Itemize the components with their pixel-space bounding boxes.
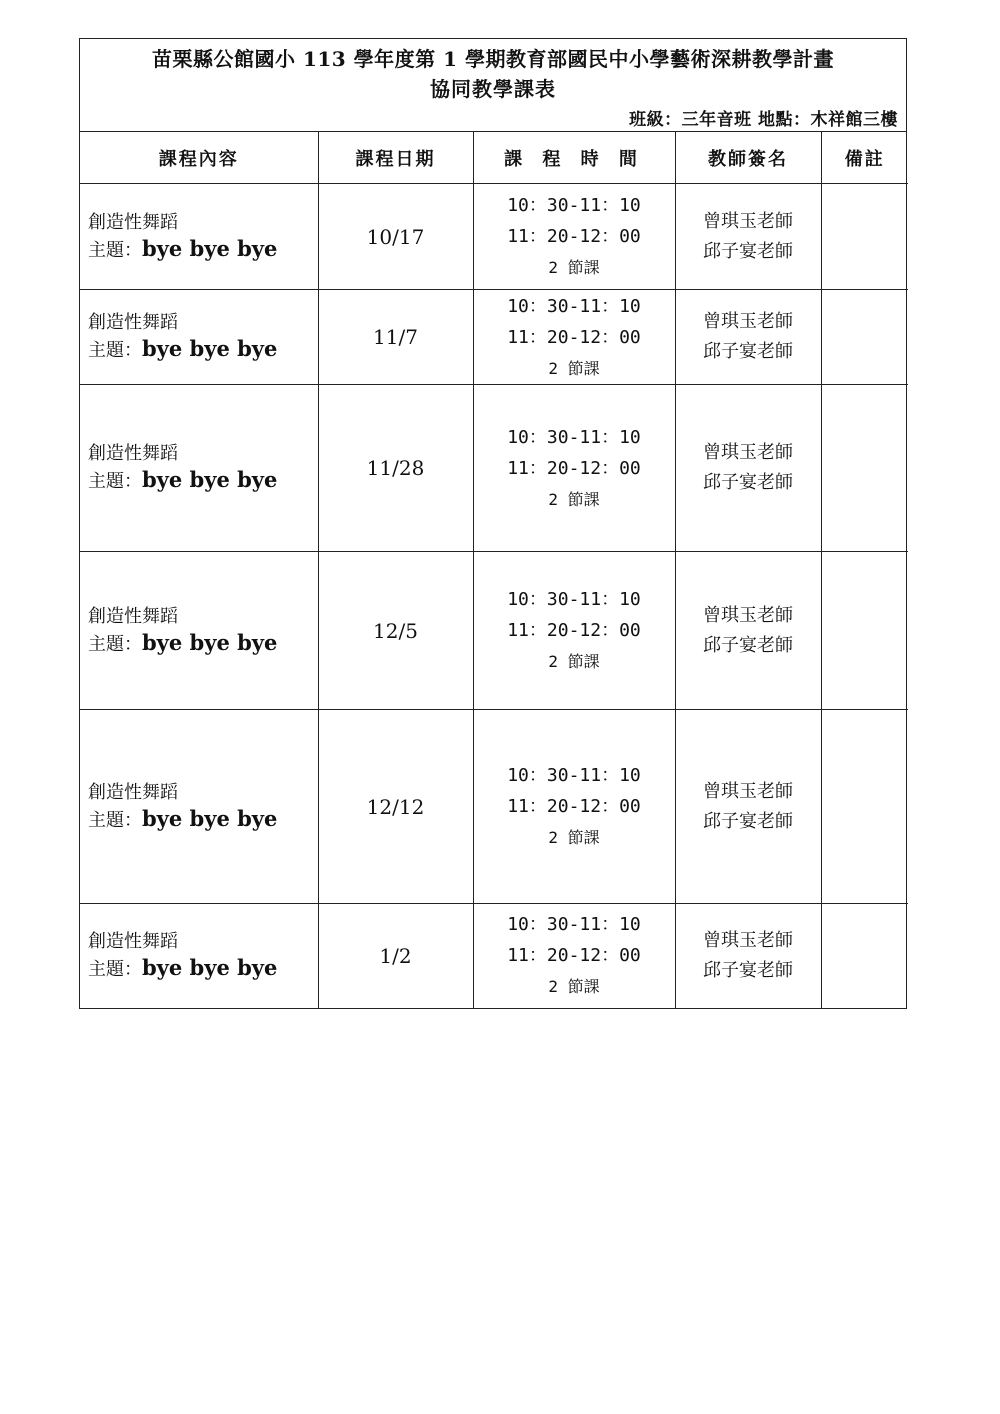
column-header-time: 課 程 時 間: [473, 132, 675, 184]
session-count: 2 節課: [548, 358, 600, 378]
time-cell: [473, 290, 675, 385]
time-slot-1: 10：30-11：10: [507, 589, 641, 610]
note-cell: [821, 290, 908, 385]
time-slot-2: 11：20-12：00: [507, 620, 641, 641]
course-name: 創造性舞蹈: [88, 443, 178, 464]
table-row: [80, 710, 908, 904]
topic-label: 主題：: [88, 958, 142, 980]
topic-label: 主題：: [88, 633, 142, 655]
teacher-name-2: 邱子宴老師: [703, 240, 793, 262]
note-cell: [821, 184, 908, 290]
note-cell: [821, 904, 908, 1008]
column-header-course: 課程內容: [80, 132, 318, 184]
table-row: [80, 290, 908, 385]
session-count: 2 節課: [548, 489, 600, 509]
topic-name: bye bye bye: [142, 954, 278, 980]
teacher-name-2: 邱子宴老師: [703, 959, 793, 981]
column-header-signature: 教師簽名: [675, 132, 821, 184]
teacher-signature-cell: [675, 184, 821, 290]
course-name: 創造性舞蹈: [88, 781, 178, 803]
teacher-name-1: 曾琪玉老師: [703, 311, 793, 332]
course-name: 創造性舞蹈: [88, 930, 178, 952]
table-row: [80, 904, 908, 1008]
time-slot-1: 10：30-11：10: [507, 195, 641, 216]
time-cell: [473, 184, 675, 290]
topic-label: 主題：: [88, 239, 142, 261]
session-count: 2 節課: [548, 652, 600, 671]
date-cell: 10/17: [318, 184, 473, 290]
topic-name: bye bye bye: [142, 336, 278, 361]
course-topic: [88, 336, 318, 364]
table-row: [80, 184, 908, 290]
time-cell: [473, 552, 675, 710]
course-topic: [88, 467, 318, 495]
document-header: [80, 39, 906, 132]
teacher-name-2: 邱子宴老師: [703, 810, 793, 832]
time-slot-1: 10：30-11：10: [507, 765, 641, 786]
course-cell: [80, 710, 318, 904]
course-topic: [88, 806, 318, 834]
note-cell: [821, 552, 908, 710]
date-cell: 11/7: [318, 290, 473, 385]
schedule-table: [80, 132, 908, 1008]
teacher-signature-cell: [675, 290, 821, 385]
teacher-signature-cell: [675, 552, 821, 710]
time-slot-1: 10：30-11：10: [507, 426, 641, 448]
teacher-name-1: 曾琪玉老師: [703, 210, 793, 232]
teacher-name-2: 邱子宴老師: [703, 341, 793, 362]
time-slot-2: 11：20-12：00: [507, 457, 641, 479]
date-cell: 11/28: [318, 385, 473, 552]
session-count: 2 節課: [548, 258, 600, 277]
time-slot-2: 11：20-12：00: [507, 796, 641, 817]
table-header-row: [80, 132, 908, 184]
teacher-name-1: 曾琪玉老師: [703, 442, 793, 463]
topic-name: bye bye bye: [142, 467, 278, 492]
date-cell: 12/12: [318, 710, 473, 904]
topic-label: 主題：: [88, 471, 142, 492]
time-slot-2: 11：20-12：00: [507, 326, 641, 348]
teacher-name-1: 曾琪玉老師: [703, 780, 793, 802]
course-cell: [80, 552, 318, 710]
course-cell: [80, 290, 318, 385]
teacher-name-2: 邱子宴老師: [703, 634, 793, 656]
session-count: 2 節課: [548, 828, 600, 847]
session-count: 2 節課: [548, 977, 600, 997]
table-row: [80, 385, 908, 552]
time-cell: [473, 904, 675, 1008]
column-header-note: 備註: [821, 132, 908, 184]
schedule-sheet: [79, 38, 907, 1009]
topic-name: bye bye bye: [142, 629, 278, 655]
teacher-signature-cell: [675, 904, 821, 1008]
course-cell: [80, 385, 318, 552]
note-cell: [821, 385, 908, 552]
topic-name: bye bye bye: [142, 805, 278, 831]
document-title: 苗栗縣公館國小 113 學年度第 1 學期教育部國民中小學藝術深耕教學計畫: [151, 47, 834, 71]
class-location-info: 班級：三年音班 地點：木祥館三樓: [629, 110, 898, 130]
course-name: 創造性舞蹈: [88, 312, 178, 333]
course-name: 創造性舞蹈: [88, 605, 178, 627]
course-cell: [80, 184, 318, 290]
topic-label: 主題：: [88, 340, 142, 361]
note-cell: [821, 710, 908, 904]
table-row: [80, 552, 908, 710]
teacher-name-1: 曾琪玉老師: [703, 604, 793, 626]
topic-name: bye bye bye: [142, 235, 278, 261]
topic-label: 主題：: [88, 809, 142, 831]
column-header-date: 課程日期: [318, 132, 473, 184]
teacher-name-2: 邱子宴老師: [703, 472, 793, 493]
course-cell: [80, 904, 318, 1008]
document-subtitle: 協同教學課表: [430, 77, 556, 101]
course-topic: [88, 955, 318, 983]
teacher-name-1: 曾琪玉老師: [703, 929, 793, 951]
teacher-signature-cell: [675, 385, 821, 552]
course-name: 創造性舞蹈: [88, 211, 178, 233]
course-topic: [88, 236, 318, 264]
time-slot-2: 11：20-12：00: [507, 226, 641, 247]
date-cell: 1/2: [318, 904, 473, 1008]
time-cell: [473, 385, 675, 552]
time-slot-1: 10：30-11：10: [507, 914, 641, 936]
course-topic: [88, 630, 318, 658]
time-slot-1: 10：30-11：10: [507, 295, 641, 317]
teacher-signature-cell: [675, 710, 821, 904]
time-slot-2: 11：20-12：00: [507, 945, 641, 967]
time-cell: [473, 710, 675, 904]
date-cell: 12/5: [318, 552, 473, 710]
